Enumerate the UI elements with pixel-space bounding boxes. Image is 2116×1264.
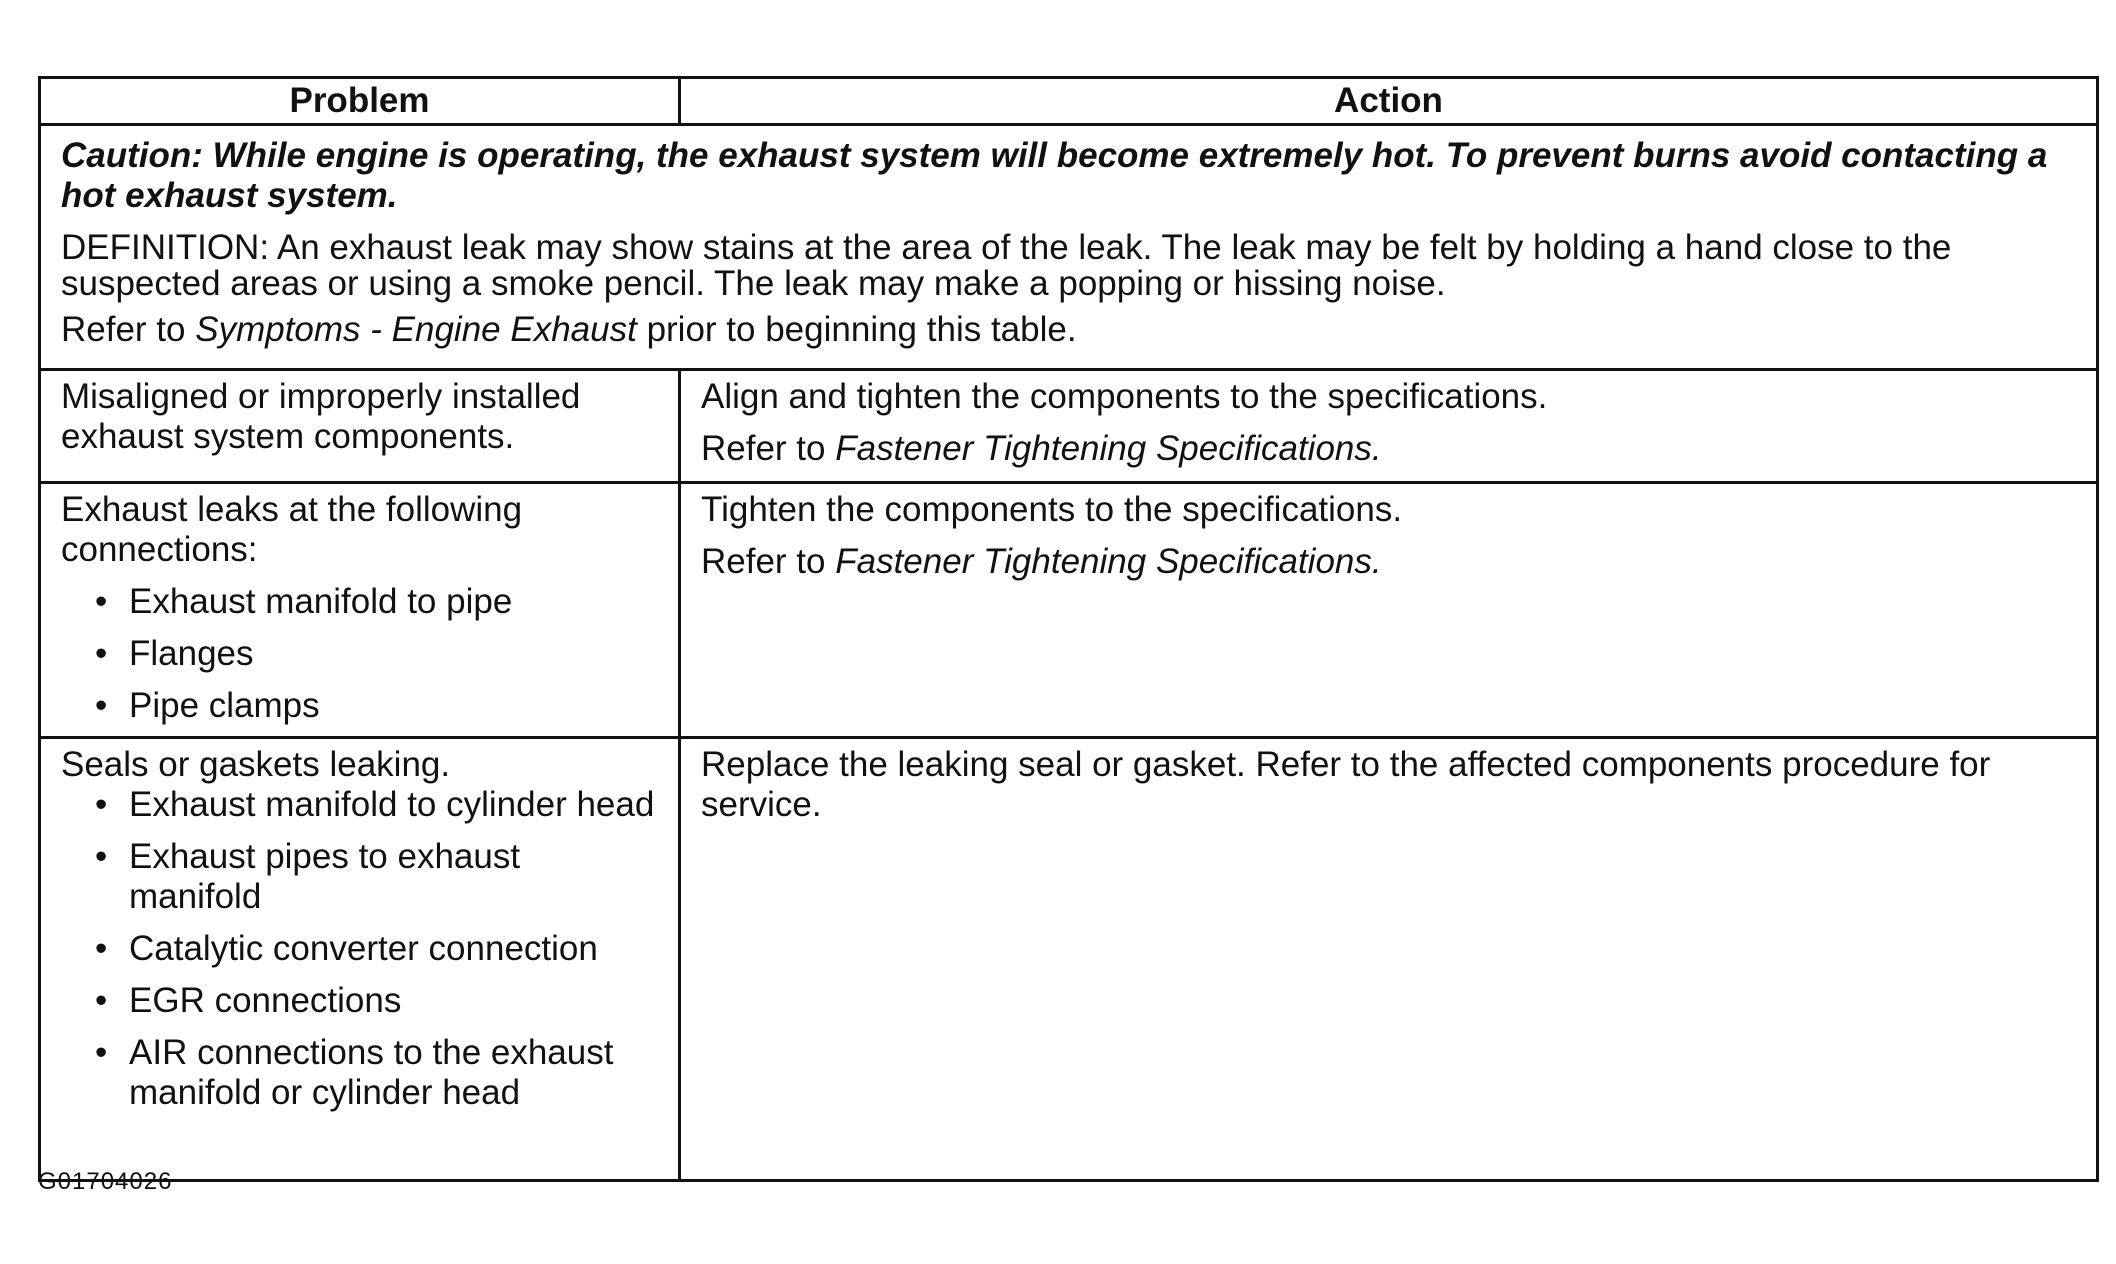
intro-cell <box>40 125 2098 370</box>
fastener-specs-link[interactable]: Fastener Tightening Specifications. <box>835 429 1382 468</box>
action-cell <box>680 370 2098 483</box>
definition-text: DEFINITION: An exhaust leak may show stains at the area of the leak. The leak may be felt by holding a hand close to the suspected areas or using a smoke pencil. The leak may make a popping or hissing noise. <box>61 228 1952 303</box>
bullet-icon: • <box>95 785 108 824</box>
action-cell <box>680 483 2098 738</box>
list-item <box>61 929 658 969</box>
problem-text: Misaligned or improperly installed exhaust system components. <box>61 377 581 456</box>
list-item-text: EGR connections <box>129 981 402 1020</box>
bullet-icon: • <box>95 582 108 621</box>
bullet-icon: • <box>95 634 108 673</box>
header-row <box>40 78 2098 125</box>
problem-cell <box>40 738 680 1181</box>
intro-refer-suffix: prior to beginning this table. <box>646 310 1077 349</box>
list-item-text: Catalytic converter connection <box>129 929 598 968</box>
problem-text: Seals or gaskets leaking. <box>61 745 451 784</box>
bullet-icon: • <box>95 837 108 876</box>
action-refer-prefix: Refer to <box>701 429 826 468</box>
figure-id: G01704026 <box>38 1168 173 1195</box>
list-item <box>61 634 658 674</box>
list-item-text: AIR connections to the exhaust manifold or cylinder head <box>129 1033 614 1112</box>
action-cell <box>680 738 2098 1181</box>
diagnostic-table <box>38 76 2099 1182</box>
list-item <box>61 1033 658 1113</box>
list-item-text: Exhaust manifold to pipe <box>129 582 513 621</box>
list-item <box>61 981 658 1021</box>
list-item-text: Pipe clamps <box>129 686 320 725</box>
list-item-text: Exhaust pipes to exhaust manifold <box>129 837 521 916</box>
action-refer-line <box>701 429 2076 469</box>
problem-text: Exhaust leaks at the following connections: <box>61 490 523 569</box>
list-item <box>61 686 658 726</box>
action-text: Replace the leaking seal or gasket. Refer to the affected components procedure for service. <box>701 745 1991 824</box>
problem-cell <box>40 483 680 738</box>
caution-text: Caution: While engine is operating, the exhaust system will become extremely hot. To prevent burns avoid contacting a hot exhaust system. <box>61 136 2048 215</box>
bullet-icon: • <box>95 981 108 1020</box>
action-refer-prefix: Refer to <box>701 542 826 581</box>
list-item <box>61 582 658 622</box>
action-text: Tighten the components to the specifications. <box>701 490 1403 529</box>
bullet-icon: • <box>95 929 108 968</box>
action-refer-line <box>701 542 2076 582</box>
bullet-list <box>61 785 658 1113</box>
list-item <box>61 837 658 917</box>
table-row <box>40 483 2098 738</box>
table-row <box>40 738 2098 1181</box>
symptoms-engine-exhaust-link[interactable]: Symptoms - Engine Exhaust <box>195 310 637 349</box>
list-item-text: Exhaust manifold to cylinder head <box>129 785 655 824</box>
fastener-specs-link[interactable]: Fastener Tightening Specifications. <box>835 542 1382 581</box>
table-row <box>40 370 2098 483</box>
list-item-text: Flanges <box>129 634 254 673</box>
bullet-icon: • <box>95 686 108 725</box>
bullet-list <box>61 582 658 726</box>
problem-cell <box>40 370 680 483</box>
intro-refer-prefix: Refer to <box>61 310 186 349</box>
action-text: Align and tighten the components to the specifications. <box>701 377 1548 416</box>
intro-refer-line <box>61 310 2076 350</box>
intro-row <box>40 125 2098 370</box>
problem-column-header: Problem <box>40 78 680 125</box>
bullet-icon: • <box>95 1033 108 1072</box>
action-column-header: Action <box>680 78 2098 125</box>
list-item <box>61 785 658 825</box>
